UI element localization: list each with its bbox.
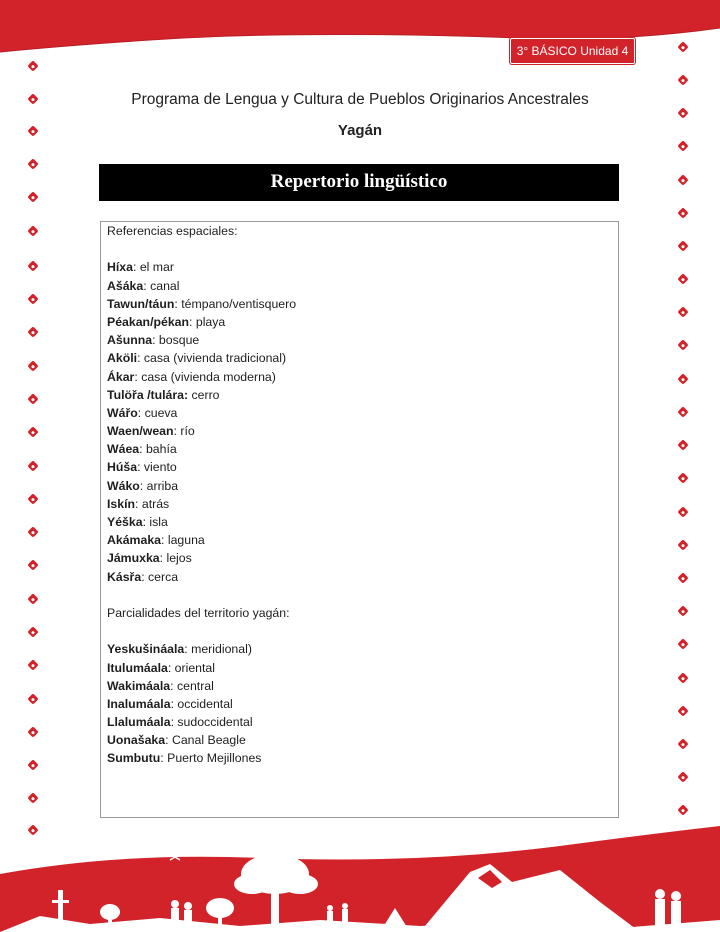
vocab-entry — [107, 458, 296, 476]
diamond-ornament-icon — [677, 406, 688, 417]
vocab-term: Ašunna — [107, 333, 153, 348]
diamond-ornament-icon — [677, 605, 688, 616]
diamond-ornament-icon — [27, 260, 38, 271]
diamond-ornament-icon — [677, 107, 688, 118]
diamond-ornament-icon — [27, 460, 38, 471]
territory-term: Llalumáala — [107, 715, 171, 730]
diamond-ornament-icon — [677, 672, 688, 683]
vocab-entry — [107, 331, 296, 349]
vocab-entry — [107, 422, 296, 440]
vocab-meaning: : arriba — [139, 478, 179, 493]
grade-unit-badge: 3° BÁSICO Unidad 4 — [510, 38, 635, 64]
territory-meaning: : Canal Beagle — [165, 733, 246, 748]
territory-term: Sumbutu — [107, 751, 161, 766]
vocab-entry — [107, 277, 296, 295]
vocab-meaning: : canal — [143, 278, 180, 293]
vocab-term: Péakan/pékan — [107, 314, 190, 329]
diamond-ornament-icon — [677, 439, 688, 450]
diamond-ornament-icon — [677, 74, 688, 85]
territory-meaning: : meridional) — [184, 642, 252, 657]
vocab-entry — [107, 440, 296, 458]
diamond-ornament-icon — [677, 339, 688, 350]
diamond-ornament-icon — [27, 60, 38, 71]
diamond-ornament-icon — [27, 626, 38, 637]
diamond-ornament-icon — [677, 638, 688, 649]
diamond-ornament-icon — [677, 306, 688, 317]
diamond-ornament-icon — [27, 659, 38, 670]
diamond-ornament-icon — [677, 539, 688, 550]
vocab-term: Wáko — [107, 478, 140, 493]
diamond-ornament-icon — [27, 759, 38, 770]
vocab-term: Wáea — [107, 442, 140, 457]
vocab-meaning: : laguna — [161, 533, 205, 548]
landscape-footer-illustration — [0, 812, 720, 932]
vocab-entry — [107, 258, 296, 276]
vocab-term: Húša — [107, 460, 138, 475]
spatial-heading: Referencias espaciales: — [107, 224, 238, 238]
vocabulary-content — [107, 222, 296, 768]
diamond-ornament-icon — [677, 572, 688, 583]
diamond-ornament-icon — [27, 593, 38, 604]
vocab-meaning: cerro — [188, 387, 220, 402]
vocab-term: Kásřa — [107, 569, 142, 584]
territory-entry — [107, 749, 296, 767]
vocab-entry — [107, 531, 296, 549]
vocab-term: Aköli — [107, 351, 138, 366]
vocab-meaning: : el mar — [132, 260, 174, 275]
territory-entry — [107, 659, 296, 677]
territory-meaning: : Puerto Mejillones — [160, 751, 262, 766]
vocab-term: Iskín — [107, 496, 136, 511]
diamond-ornament-icon — [27, 493, 38, 504]
vocab-entry — [107, 404, 296, 422]
diamond-ornament-icon — [677, 705, 688, 716]
vocab-term: Wářo — [107, 405, 138, 420]
vocab-meaning: : cerca — [141, 569, 179, 584]
language-title: Yagán — [337, 122, 383, 139]
program-title: Programa de Lengua y Cultura de Pueblos Originarios Ancestrales — [131, 91, 589, 108]
vocab-entry — [107, 549, 296, 567]
diamond-ornament-icon — [677, 140, 688, 151]
territory-entry — [107, 731, 296, 749]
diamond-ornament-icon — [27, 158, 38, 169]
diamond-ornament-icon — [27, 792, 38, 803]
diamond-ornament-icon — [27, 526, 38, 537]
vocab-entry — [107, 368, 296, 386]
territory-entry — [107, 640, 296, 658]
vocab-meaning: : bahía — [139, 442, 177, 457]
section-title-bar: Repertorio lingüístico — [99, 164, 619, 201]
territory-entry — [107, 713, 296, 731]
vocab-entry — [107, 386, 296, 404]
vocab-meaning: : cueva — [137, 405, 178, 420]
territory-term: Itulumáala — [107, 660, 168, 675]
vocab-meaning: : bosque — [152, 333, 200, 348]
territory-meaning: : occidental — [170, 696, 233, 711]
diamond-ornament-icon — [677, 273, 688, 284]
diamond-ornament-icon — [677, 472, 688, 483]
diamond-ornament-icon — [27, 225, 38, 236]
vocab-term: Waen/wean — [107, 424, 174, 439]
vocab-meaning: : lejos — [159, 551, 192, 566]
territory-heading: Parcialidades del territorio yagán: — [107, 605, 290, 620]
diamond-ornament-icon — [677, 373, 688, 384]
diamond-ornament-icon — [27, 293, 38, 304]
vocab-term: Jámuxka — [107, 551, 160, 566]
vocab-entry — [107, 295, 296, 313]
territory-term: Wakimáala — [107, 678, 171, 693]
vocab-term: Ákar — [107, 369, 135, 384]
vocab-term: Akámaka — [107, 533, 162, 548]
vocab-entry — [107, 477, 296, 495]
territory-meaning: : oriental — [167, 660, 215, 675]
diamond-ornament-icon — [677, 738, 688, 749]
diamond-ornament-icon — [677, 174, 688, 185]
vocab-term: Tawun/táun — [107, 296, 175, 311]
vocab-meaning: : viento — [137, 460, 177, 475]
territory-term: Uonašaka — [107, 733, 166, 748]
diamond-ornament-icon — [677, 771, 688, 782]
vocab-meaning: : atrás — [135, 496, 170, 511]
vocab-meaning: : isla — [142, 515, 168, 529]
diamond-ornament-icon — [27, 693, 38, 704]
diamond-ornament-icon — [27, 426, 38, 437]
vocab-meaning: : playa — [189, 314, 226, 329]
vocab-term: Yéška — [107, 515, 143, 529]
territory-meaning: : central — [170, 678, 214, 693]
diamond-ornament-icon — [677, 506, 688, 517]
territory-term: Inalumáala — [107, 696, 171, 711]
vocab-term: Ašáka — [107, 278, 144, 293]
vocab-term: Híxa — [107, 260, 133, 275]
vocab-entry — [107, 513, 296, 531]
diamond-ornament-icon — [27, 726, 38, 737]
diamond-ornament-icon — [27, 191, 38, 202]
territory-term: Yeskušináala — [107, 642, 185, 657]
territory-meaning: : sudoccidental — [170, 715, 253, 730]
territory-entry — [107, 677, 296, 695]
vocab-entry — [107, 313, 296, 331]
territory-entry — [107, 695, 296, 713]
vocab-meaning: : río — [173, 424, 195, 439]
diamond-ornament-icon — [27, 559, 38, 570]
diamond-ornament-icon — [27, 393, 38, 404]
vocab-meaning: : casa (vivienda tradicional) — [137, 351, 287, 366]
diamond-ornament-icon — [27, 360, 38, 371]
vocab-meaning: : casa (vivienda moderna) — [134, 369, 276, 384]
vocab-entry — [107, 495, 296, 513]
vocab-entry — [107, 568, 296, 586]
vocab-meaning: : témpano/ventisquero — [174, 296, 297, 311]
diamond-ornament-icon — [677, 207, 688, 218]
vocab-entry — [107, 349, 296, 367]
diamond-ornament-icon — [27, 326, 38, 337]
diamond-ornament-icon — [677, 240, 688, 251]
vocab-term: Tulöřa /tulára: — [107, 387, 189, 402]
